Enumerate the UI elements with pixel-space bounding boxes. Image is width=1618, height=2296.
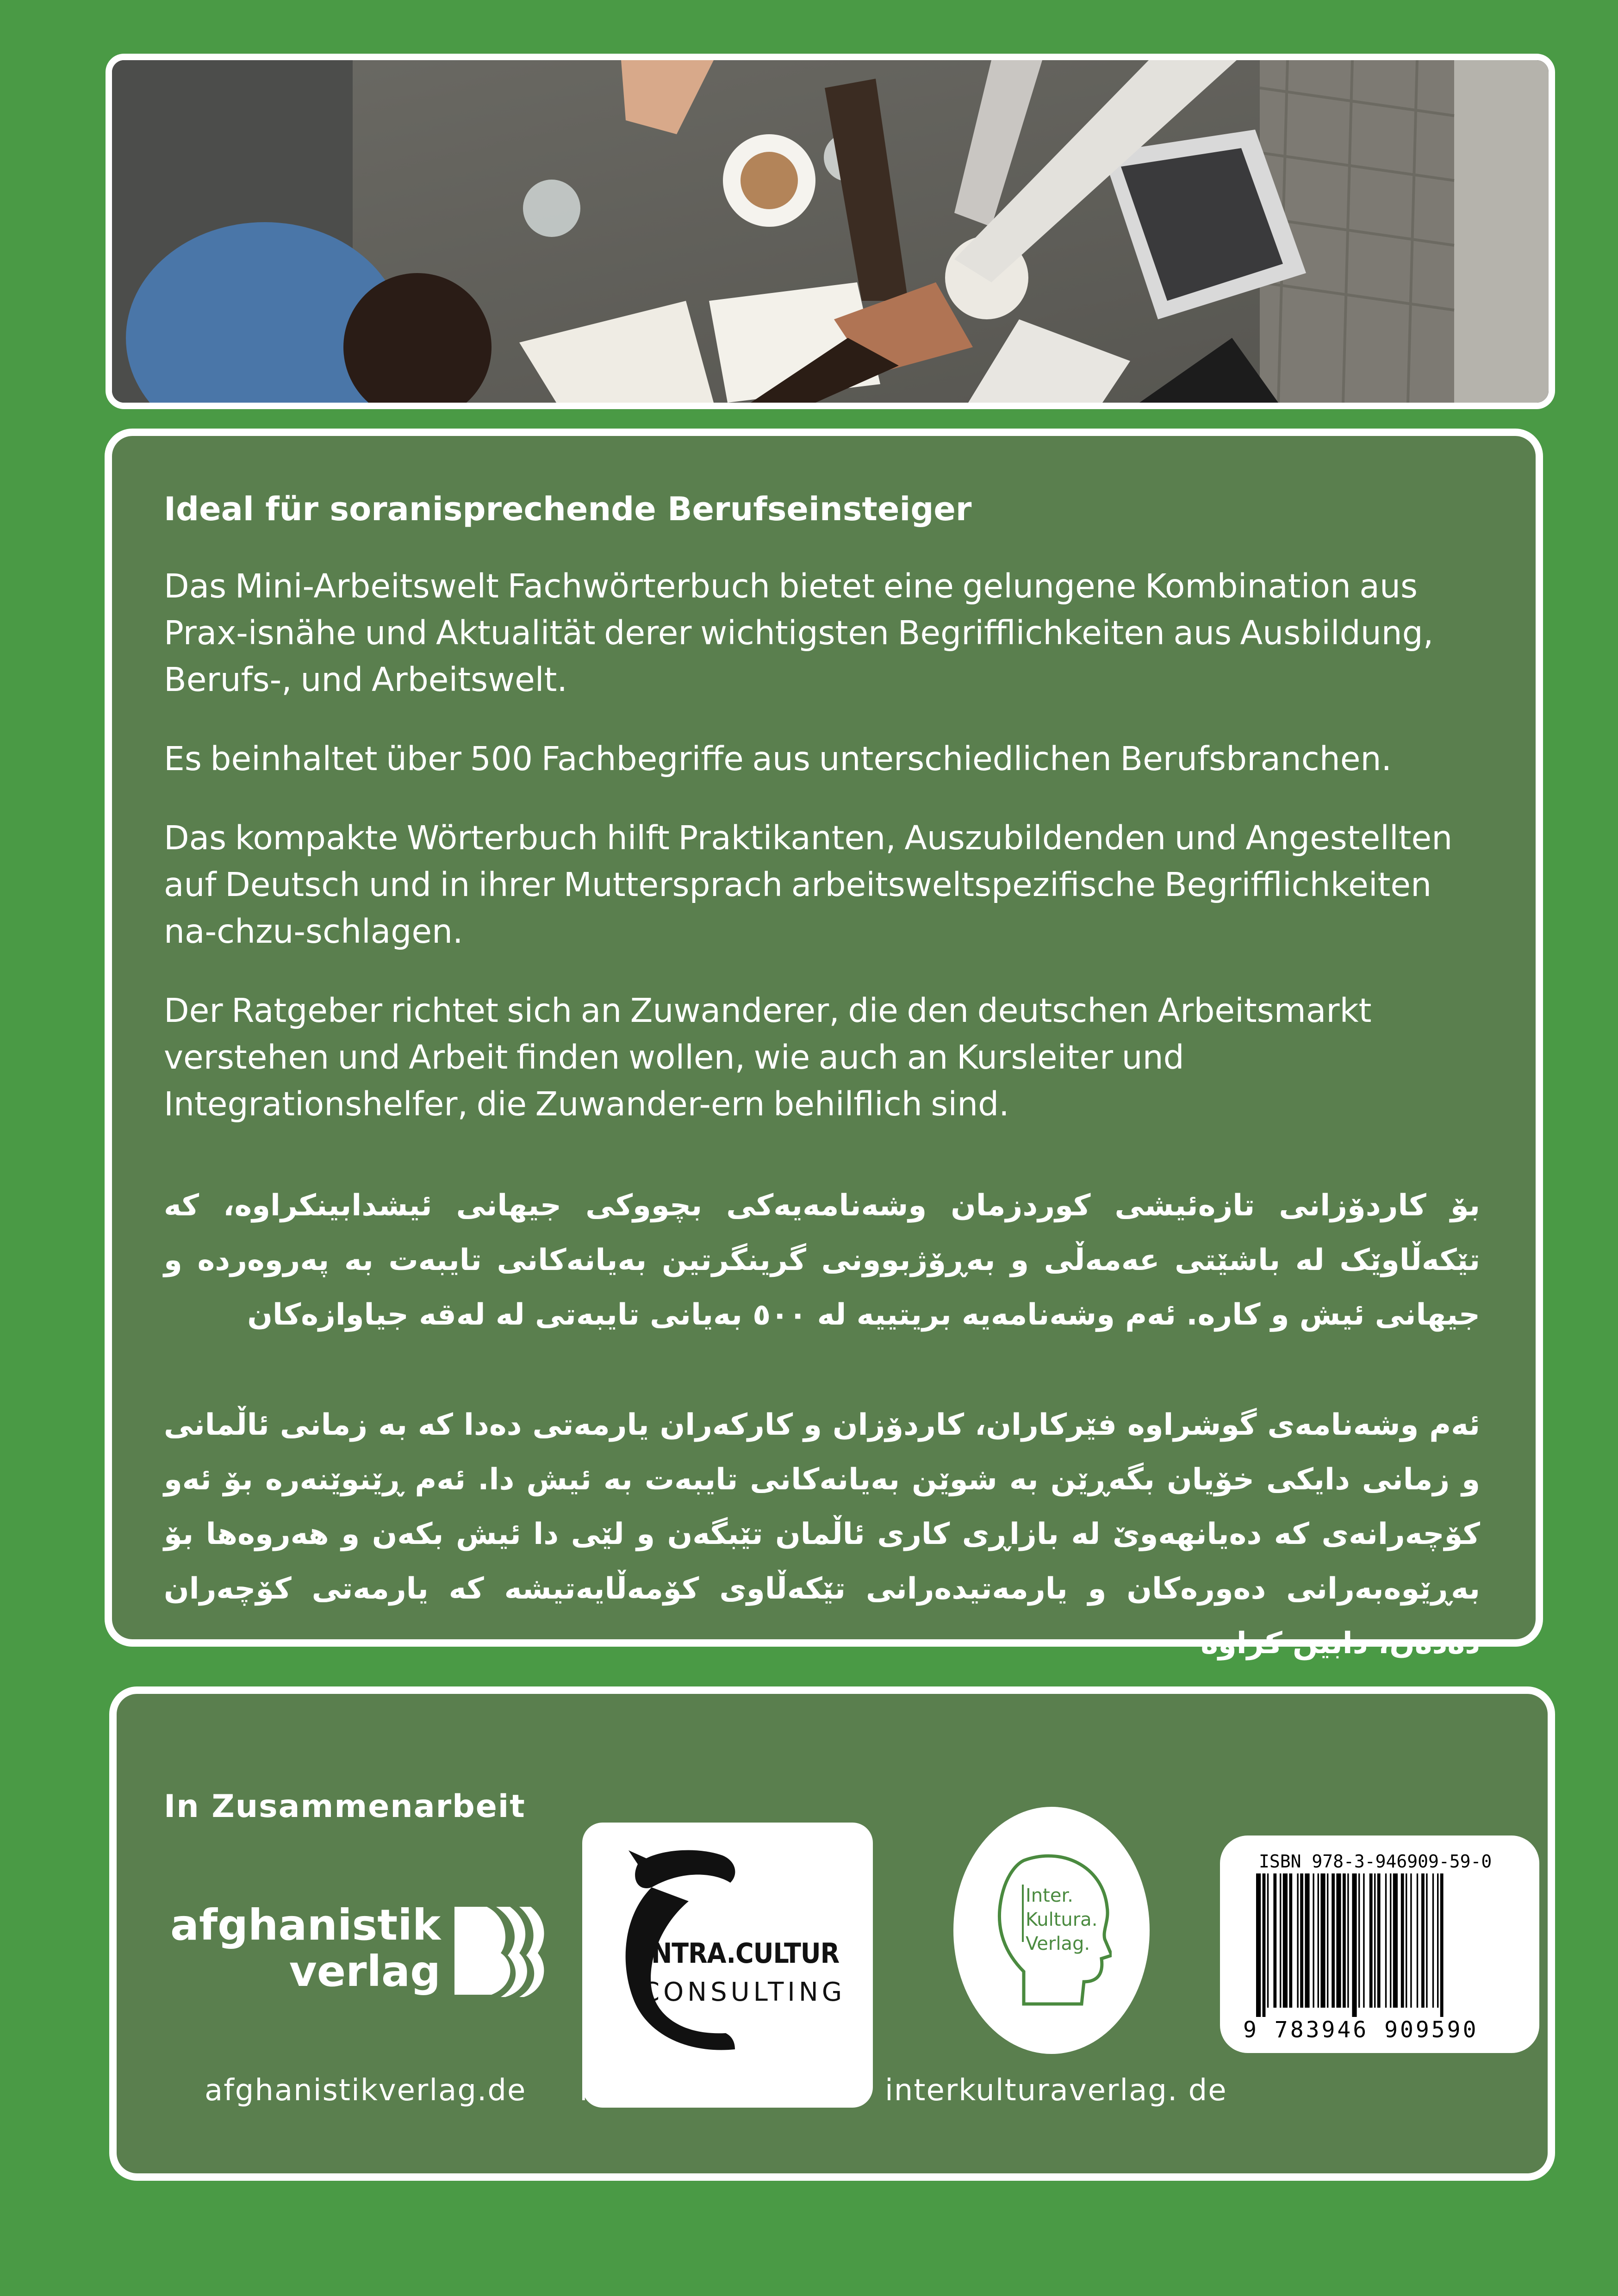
collaboration-label: In Zusammenarbeit bbox=[164, 1788, 526, 1825]
afghanistik-logo-text: afghanistik bbox=[170, 1900, 441, 1950]
afghanistik-url: afghanistikverlag.de bbox=[205, 2073, 527, 2108]
description-panel bbox=[105, 429, 1543, 1661]
description-paragraph-de: Das Mini-Arbeitswelt Fachwörterbuch bietet eine gelungene Kombination aus Prax-isnähe und Aktualität derer wichtigsten Begrifflichkeiten aus Ausbildung, Berufs-, und Arbeitswelt. bbox=[164, 567, 1434, 699]
barcode-bar bbox=[1256, 1873, 1261, 2017]
barcode-bar bbox=[1410, 1873, 1412, 2008]
barcode-bar bbox=[1305, 1873, 1309, 2008]
book-pages-icon bbox=[450, 1902, 552, 1999]
barcode-bar bbox=[1363, 1873, 1364, 2008]
teamwork-photo bbox=[112, 60, 1549, 403]
barcode-bar bbox=[1336, 1873, 1341, 2008]
barcode-bar bbox=[1369, 1873, 1373, 2008]
barcode-bar bbox=[1377, 1873, 1381, 2008]
barcode-bar bbox=[1393, 1873, 1398, 2008]
barcode-bar bbox=[1320, 1873, 1325, 2008]
description-paragraph-ku: بۆ کاردۆزانی تازەئیشی کوردزمان وشەنامەیەکی بچووکی جیهانی ئیشدابینکراوە، کە تێکەڵاوێک لە باشێتی عەمەڵی و بەڕۆژبوونی گرینگرتین بەیانەکانی تایبەت بە پەروەردە و جیهانی ئیش و کارە. ئەم وشەنامەیە بریتییە لە ٥٠٠ بەیانی تایبەتی لە لەقە جیاوازەکان bbox=[164, 1188, 1480, 1332]
barcode-bar bbox=[1280, 1873, 1281, 2008]
barcode-bar bbox=[1432, 1873, 1434, 2008]
intra-cultur-logo-text: INTRA.CULTUR bbox=[642, 1937, 840, 1970]
interkultura-logo-text: Inter. bbox=[1026, 1885, 1073, 1906]
partners-panel bbox=[109, 1686, 1555, 2181]
barcode-bar bbox=[1313, 1873, 1314, 2008]
barcode-bar bbox=[1267, 1873, 1269, 2008]
description-paragraph-de: Es beinhaltet über 500 Fachbegriffe aus unterschiedlichen Berufsbranchen. bbox=[164, 740, 1392, 778]
cover-photo bbox=[106, 54, 1555, 409]
barcode-bar bbox=[1297, 1873, 1298, 2008]
barcode-bar bbox=[1390, 1873, 1391, 2008]
isbn-number: ISBN 978-3-946909-59-0 bbox=[1259, 1851, 1492, 1872]
description-paragraph-ku: ئەم وشەنامەی گوشراوە فێرکاران، کاردۆزان و کارکەران یارمەتی دەدا کە بە زمانی ئاڵمانی و زمانی دایکی خۆیان بگەڕێن بە شوێن بەیانەکانی تایبەت بە ئیش دا. ئەم ڕێنوێنەرە بۆ ئەو کۆچەرانەی کە دەیانهەوێ لە بازاڕی کاری ئاڵمان تێبگەن و لێی دا ئیش بکەن و هەروەها بۆ بەڕێوەبەرانی دەورەکان و یارمەتیدەرانی تێکەڵاوی کۆمەڵایەتیشە کە یارمەتی کۆچەران دەدەن، دابین کراوە bbox=[164, 1408, 1480, 1661]
barcode-bar bbox=[1358, 1873, 1360, 2008]
description-paragraph-de: Der Ratgeber richtet sich an Zuwanderer, die den deutschen Arbeitsmarkt verstehen und Arbeit finden wollen, wie auch an Kursleiter und Integrationshelfer, die Zuwander-ern behilflich sind. bbox=[164, 991, 1372, 1123]
barcode-bar bbox=[1385, 1873, 1387, 2008]
barcode-bar bbox=[1352, 1873, 1357, 2017]
intra-cultur-logo-text: CONSULTING bbox=[641, 1977, 846, 2007]
ean-number: 9 783946 909590 bbox=[1243, 2017, 1479, 2043]
barcode-bar bbox=[1417, 1873, 1418, 2008]
description-paragraph-de: Das kompakte Wörterbuch hilft Praktikanten, Auszubildenden und Angestellten auf Deutsch und in ihrer Muttersprach arbeitsweltspezifische Begrifflichkeiten na-chzu-schlagen. bbox=[164, 819, 1453, 951]
barcode-bar bbox=[1343, 1873, 1346, 2008]
barcode-bar bbox=[1401, 1873, 1404, 2008]
barcode-bar bbox=[1300, 1873, 1303, 2008]
interkultura-logo-text: Verlag. bbox=[1026, 1933, 1090, 1954]
barcode-icon bbox=[1256, 1873, 1515, 2017]
afghanistik-verlag-logo bbox=[170, 1900, 552, 2009]
barcode-bar bbox=[1437, 1873, 1438, 2008]
interkultura-logo-text: Kultura. bbox=[1026, 1909, 1098, 1930]
barcode-bar bbox=[1332, 1873, 1335, 2008]
afghanistik-logo-text: verlag bbox=[289, 1947, 441, 1996]
barcode-bar bbox=[1406, 1873, 1407, 2008]
description-heading: Ideal für soranisprechende Berufseinsteiger bbox=[164, 490, 972, 528]
barcode-bar bbox=[1421, 1873, 1425, 2008]
barcode-bar bbox=[1289, 1873, 1292, 2008]
intra-cultur-logo bbox=[582, 1823, 873, 2108]
barcode-bar bbox=[1263, 1873, 1266, 2017]
barcode-bar bbox=[1327, 1873, 1328, 2008]
barcode-bar bbox=[1283, 1873, 1288, 2008]
barcode-bar bbox=[1273, 1873, 1276, 2008]
barcode-bar bbox=[1318, 1873, 1319, 2008]
barcode-bar bbox=[1374, 1873, 1375, 2008]
barcode-bar bbox=[1347, 1873, 1349, 2008]
interkultura-url: interkulturaverlag. de bbox=[885, 2073, 1227, 2108]
barcode-bar bbox=[1426, 1873, 1427, 2008]
isbn-barcode bbox=[1220, 1836, 1539, 2053]
interkultura-verlag-logo bbox=[953, 1807, 1150, 2054]
barcode-bar bbox=[1440, 1873, 1444, 2017]
intracultur-url: intracultur.de bbox=[579, 2073, 823, 2108]
